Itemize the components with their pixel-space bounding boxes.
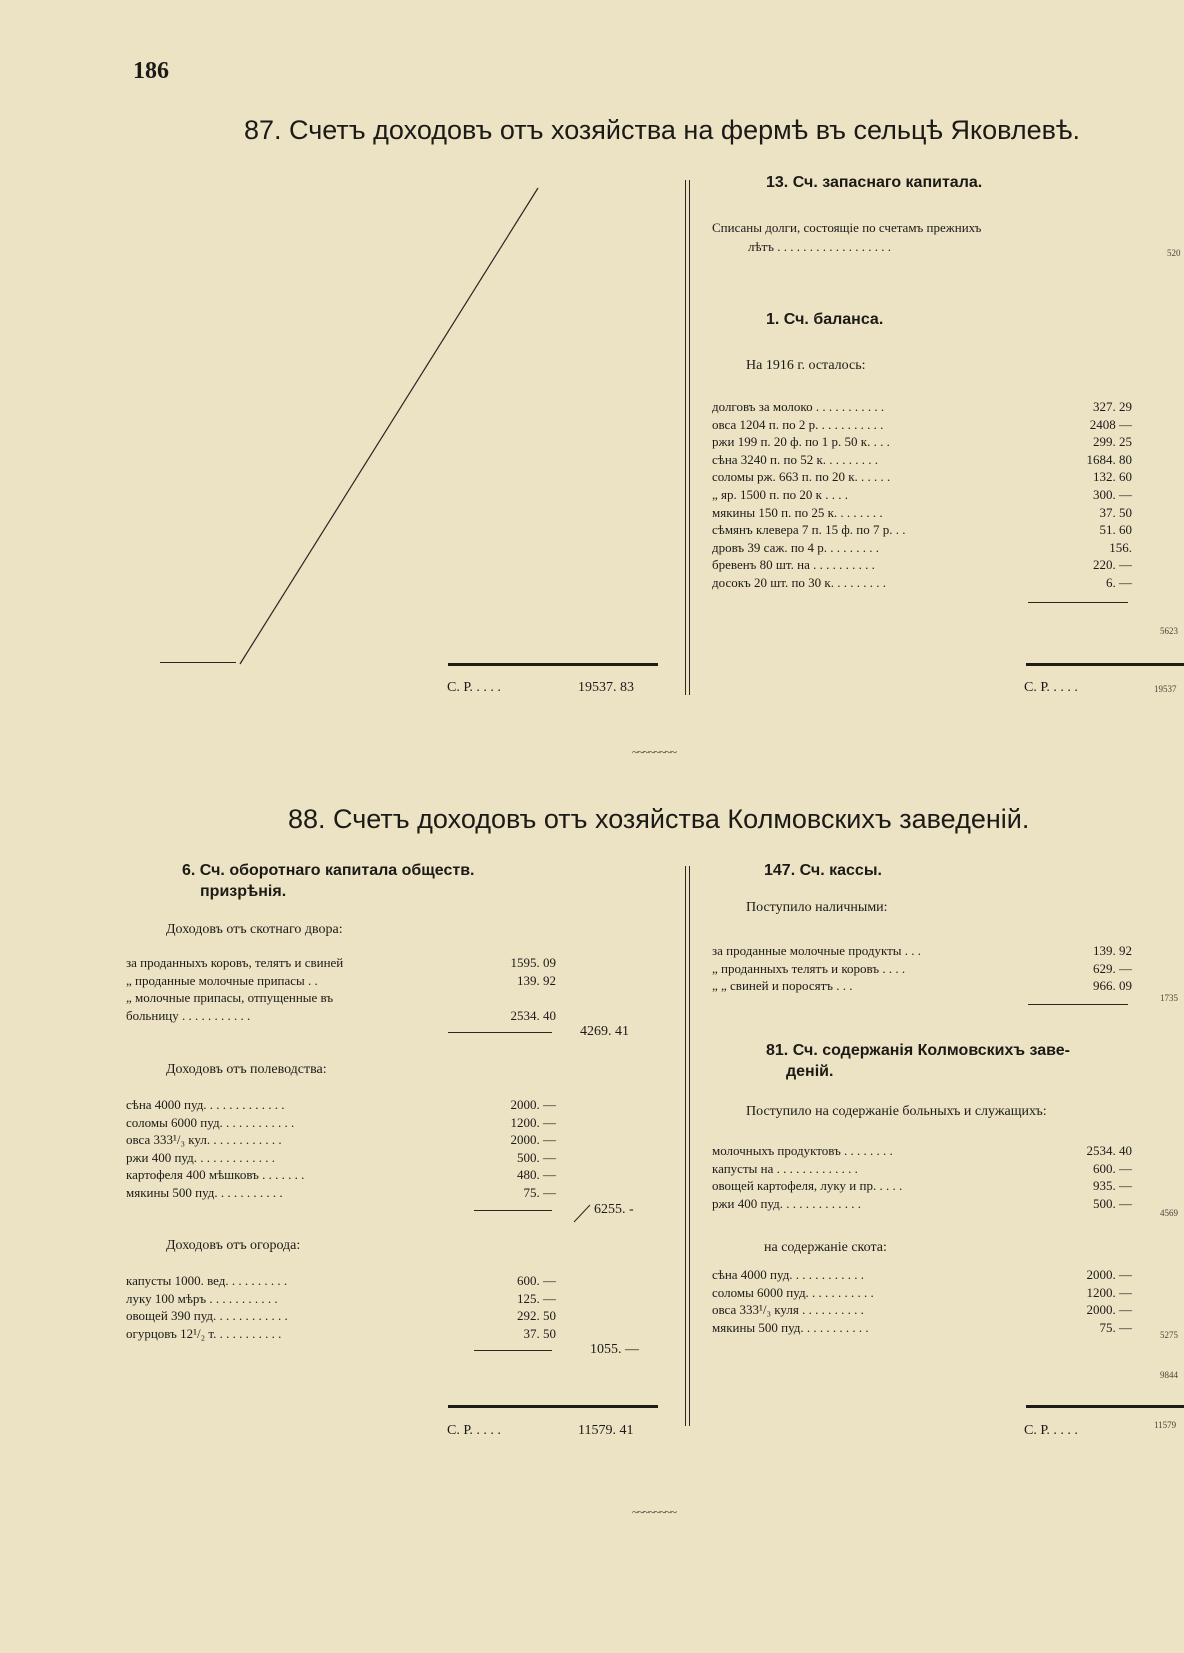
livestock-label: больницу . . . . . . . . . . . [126, 1007, 251, 1023]
garden-row [126, 1307, 556, 1324]
garden-amount: 292. 50 [517, 1308, 556, 1324]
sec147-subtitle: Поступило наличными: [746, 900, 888, 915]
garden-label: овощей 390 пуд. . . . . . . . . . . . [126, 1308, 288, 1324]
upkeep-patients-amount: 500. — [1093, 1195, 1132, 1211]
cash-amount: 139. 92 [1093, 943, 1132, 958]
sec13-text-line2: лѣтъ . . . . . . . . . . . . . . . . . . [748, 239, 891, 254]
balance-row [712, 398, 1132, 415]
upkeep-patients-label: капусты на . . . . . . . . . . . . . [712, 1160, 858, 1176]
balance-row [712, 574, 1132, 591]
field-amount: 500. — [517, 1149, 556, 1165]
field-amount: 480. — [517, 1167, 556, 1183]
balance-rows [712, 398, 1132, 598]
balance-amount: 220. — [1093, 557, 1132, 573]
garden-label: огурцовъ 12¹/₂ т. . . . . . . . . . . [126, 1325, 282, 1341]
sec13-text-line1: Списаны долги, состоящіе по счетамъ прежнихъ [712, 220, 982, 235]
sec147-title: 147. Сч. кассы. [764, 862, 882, 879]
garden-row [126, 1272, 556, 1289]
upkeep-cattle-label: сѣна 4000 пуд. . . . . . . . . . . . [712, 1267, 865, 1282]
column-divider-88 [685, 866, 686, 1426]
balance-amount: 51. 60 [1099, 522, 1132, 538]
margin-total-88: 11579 [1154, 1420, 1177, 1430]
field-amount: 75. — [523, 1185, 556, 1200]
total-rule-88-right [1026, 1405, 1184, 1408]
field-row [126, 1114, 556, 1131]
upkeep-cattle-row [712, 1266, 1132, 1283]
margin-figure-sec81-c: 9844 [1160, 1370, 1178, 1380]
margin-figure-sec147: 1735 [1160, 993, 1178, 1003]
field-rows [126, 1096, 556, 1206]
field-row [126, 1149, 556, 1166]
upkeep-patients-row [712, 1160, 1132, 1177]
garden-label: капусты 1000. вед. . . . . . . . . . [126, 1273, 288, 1288]
cash-label: за проданные молочные продукты . . . [712, 943, 922, 958]
total-label-88-left: С. Р. . . . . [447, 1423, 501, 1438]
balance-row [712, 416, 1132, 433]
field-label: овса 333¹/₃ кул. . . . . . . . . . . . [126, 1132, 282, 1148]
sec6-title-line1: 6. Сч. оборотнаго капитала обществ. [182, 862, 475, 879]
livestock-subtitle: Доходовъ отъ скотнаго двора: [166, 922, 343, 937]
livestock-amount: 1595. 09 [510, 955, 556, 970]
livestock-subtotal-rule [448, 1032, 552, 1033]
cash-subtotal-rule [1028, 1004, 1128, 1005]
garden-amount: 37. 50 [523, 1325, 556, 1341]
balance-amount: 37. 50 [1099, 504, 1132, 520]
page-number: 186 [133, 58, 169, 84]
balance-row [712, 433, 1132, 450]
upkeep-patients-label: молочныхъ продуктовъ . . . . . . . . [712, 1143, 893, 1158]
section-88-title: 88. Счетъ доходовъ отъ хозяйства Колмовскихъ заведеній. [288, 804, 1030, 834]
livestock-total: 4269. 41 [580, 1024, 629, 1039]
cash-row [712, 960, 1132, 977]
margin-figure-sec81-b: 5275 [1160, 1330, 1178, 1340]
upkeep-cattle-label: овса 333¹/₃ куля . . . . . . . . . . [712, 1302, 864, 1318]
garden-row [126, 1290, 556, 1307]
upkeep-patients-amount: 600. — [1093, 1160, 1132, 1176]
balance-amount: 1684. 80 [1086, 451, 1132, 467]
balance-label: бревенъ 80 шт. на . . . . . . . . . . [712, 557, 875, 573]
livestock-label: за проданныхъ коровъ, телятъ и свиней [126, 955, 344, 970]
livestock-row [126, 954, 556, 971]
balance-row [712, 539, 1132, 556]
margin-figure-sec13: 520 [1167, 248, 1181, 258]
upkeep-cattle-rows [712, 1266, 1132, 1340]
margin-figure-sec81-a: 4569 [1160, 1208, 1178, 1218]
field-row [126, 1166, 556, 1183]
field-label: мякины 500 пуд. . . . . . . . . . . [126, 1185, 283, 1200]
upkeep-cattle-row [712, 1301, 1132, 1318]
upkeep-cattle-row [712, 1319, 1132, 1336]
balance-row [712, 486, 1132, 503]
balance-row [712, 504, 1132, 521]
balance-label: долговъ за молоко . . . . . . . . . . . [712, 399, 885, 414]
margin-total-87: 19537 [1154, 684, 1177, 694]
field-label: картофеля 400 мѣшковъ . . . . . . . [126, 1167, 305, 1183]
upkeep-patients-amount: 935. — [1093, 1178, 1132, 1194]
balance-label: сѣна 3240 п. по 52 к. . . . . . . . . [712, 451, 879, 467]
livestock-label: „ проданные молочные припасы . . [126, 972, 318, 988]
cash-amount: 966. 09 [1093, 978, 1132, 994]
balance-amount: 6. — [1106, 575, 1132, 590]
upkeep-patients-row [712, 1177, 1132, 1194]
column-divider-88b [689, 866, 690, 1426]
upkeep-cattle-amount: 2000. — [1086, 1302, 1132, 1318]
total-rule-87-left [448, 663, 658, 666]
livestock-rows [126, 954, 556, 1028]
upkeep-cattle-amount: 2000. — [1086, 1267, 1132, 1282]
upkeep-cattle-amount: 75. — [1099, 1319, 1132, 1335]
balance-row [712, 451, 1132, 468]
balance-label: сѣмянъ клевера 7 п. 15 ф. по 7 р. . . [712, 522, 906, 538]
field-subtotal-rule [474, 1210, 552, 1211]
upkeep-patients-label: ржи 400 пуд. . . . . . . . . . . . . [712, 1195, 861, 1211]
balance-amount: 327. 29 [1093, 399, 1132, 414]
total-rule-87-right [1026, 663, 1184, 666]
sec13-title: 13. Сч. запаснаго капитала. [766, 174, 983, 191]
balance-amount: 299. 25 [1093, 434, 1132, 450]
total-value-87-left: 19537. 83 [578, 680, 634, 695]
cash-rows [712, 942, 1132, 998]
field-label: сѣна 4000 пуд. . . . . . . . . . . . . [126, 1097, 285, 1112]
field-amount: 1200. — [510, 1114, 556, 1130]
balance-amount: 300. — [1093, 487, 1132, 502]
sec6-title-line2: призрѣнія. [200, 883, 287, 900]
field-label: соломы 6000 пуд. . . . . . . . . . . . [126, 1114, 295, 1130]
total-rule-88-left [448, 1405, 658, 1408]
balance-label: ржи 199 п. 20 ф. по 1 р. 50 к. . . . [712, 434, 890, 450]
balance-row [712, 468, 1132, 485]
garden-total: 1055. — [590, 1342, 639, 1357]
field-row [126, 1131, 556, 1148]
field-subtitle: Доходовъ отъ полеводства: [166, 1062, 327, 1077]
total-value-88-left: 11579. 41 [578, 1423, 634, 1438]
total-label-88-right: С. Р. . . . . [1024, 1423, 1078, 1438]
field-amount: 2000. — [510, 1097, 556, 1112]
sec81-title-line1: 81. Сч. содержанія Колмовскихъ заве- [766, 1042, 1070, 1059]
sec81-subtitle-cattle: на содержаніе скота: [764, 1240, 887, 1255]
sec81-subtitle-patients: Поступило на содержаніе больныхъ и служащихъ: [746, 1104, 1047, 1119]
upkeep-cattle-row [712, 1284, 1132, 1301]
section-87-title: 87. Счетъ доходовъ отъ хозяйства на фермѣ въ сельцѣ Яковлевѣ. [244, 115, 1080, 145]
diagonal-base-line [160, 662, 236, 663]
balance-amount: 132. 60 [1093, 469, 1132, 485]
upkeep-patients-row [712, 1195, 1132, 1212]
livestock-amount: 2534. 40 [510, 1007, 556, 1023]
balance-label: соломы рж. 663 п. по 20 к. . . . . . [712, 469, 891, 485]
garden-subtotal-rule [474, 1350, 552, 1351]
margin-figure-sec1: 5623 [1160, 626, 1178, 636]
cash-row [712, 977, 1132, 994]
cash-label: „ проданныхъ телятъ и коровъ . . . . [712, 960, 906, 976]
garden-rows [126, 1272, 556, 1346]
upkeep-patients-amount: 2534. 40 [1086, 1143, 1132, 1158]
balance-subtotal-rule [1028, 602, 1128, 603]
field-row [126, 1096, 556, 1113]
balance-row [712, 556, 1132, 573]
sec81-title-line2: деній. [786, 1063, 834, 1080]
field-amount: 2000. — [510, 1132, 556, 1148]
balance-row [712, 521, 1132, 538]
balance-amount: 156. [1109, 539, 1132, 555]
livestock-label: „ молочные припасы, отпущенные въ [126, 990, 334, 1006]
sec1-title: 1. Сч. баланса. [766, 311, 884, 328]
garden-amount: 600. — [517, 1273, 556, 1288]
balance-label: досокъ 20 шт. по 30 к. . . . . . . . . [712, 575, 886, 590]
cash-amount: 629. — [1093, 960, 1132, 976]
field-row [126, 1184, 556, 1201]
cash-row [712, 942, 1132, 959]
upkeep-cattle-label: соломы 6000 пуд. . . . . . . . . . . [712, 1284, 874, 1300]
total-label-87-right: С. Р. . . . . [1024, 680, 1078, 695]
upkeep-cattle-label: мякины 500 пуд. . . . . . . . . . . [712, 1319, 869, 1335]
section-separator-2: ~~~~~~~~ [632, 1505, 676, 1519]
livestock-row [126, 1007, 556, 1024]
balance-amount: 2408 — [1089, 416, 1132, 432]
total-label-87-left: С. Р. . . . . [447, 680, 501, 695]
field-total: 6255. - [594, 1202, 634, 1217]
garden-amount: 125. — [517, 1290, 556, 1306]
garden-subtitle: Доходовъ отъ огорода: [166, 1238, 301, 1253]
balance-label: мякины 150 п. по 25 к. . . . . . . . [712, 504, 883, 520]
upkeep-patients-label: овощей картофеля, луку и пр. . . . . [712, 1178, 903, 1194]
section-separator-1: ~~~~~~~~ [632, 745, 676, 759]
sec1-subtitle: На 1916 г. осталось: [746, 358, 866, 373]
upkeep-patients-row [712, 1142, 1132, 1159]
balance-label: овса 1204 п. по 2 р. . . . . . . . . . . [712, 416, 884, 432]
balance-label: „ яр. 1500 п. по 20 к . . . . [712, 487, 848, 502]
cash-label: „ „ свиней и поросятъ . . . [712, 978, 853, 994]
garden-label: луку 100 мѣръ . . . . . . . . . . . [126, 1290, 278, 1306]
field-label: ржи 400 пуд. . . . . . . . . . . . . [126, 1149, 275, 1165]
garden-row [126, 1325, 556, 1342]
balance-label: дровъ 39 саж. по 4 р. . . . . . . . . [712, 539, 880, 555]
upkeep-patients-rows [712, 1142, 1132, 1216]
livestock-row [126, 989, 556, 1006]
livestock-row [126, 972, 556, 989]
upkeep-cattle-amount: 1200. — [1086, 1284, 1132, 1300]
livestock-amount: 139. 92 [517, 972, 556, 988]
